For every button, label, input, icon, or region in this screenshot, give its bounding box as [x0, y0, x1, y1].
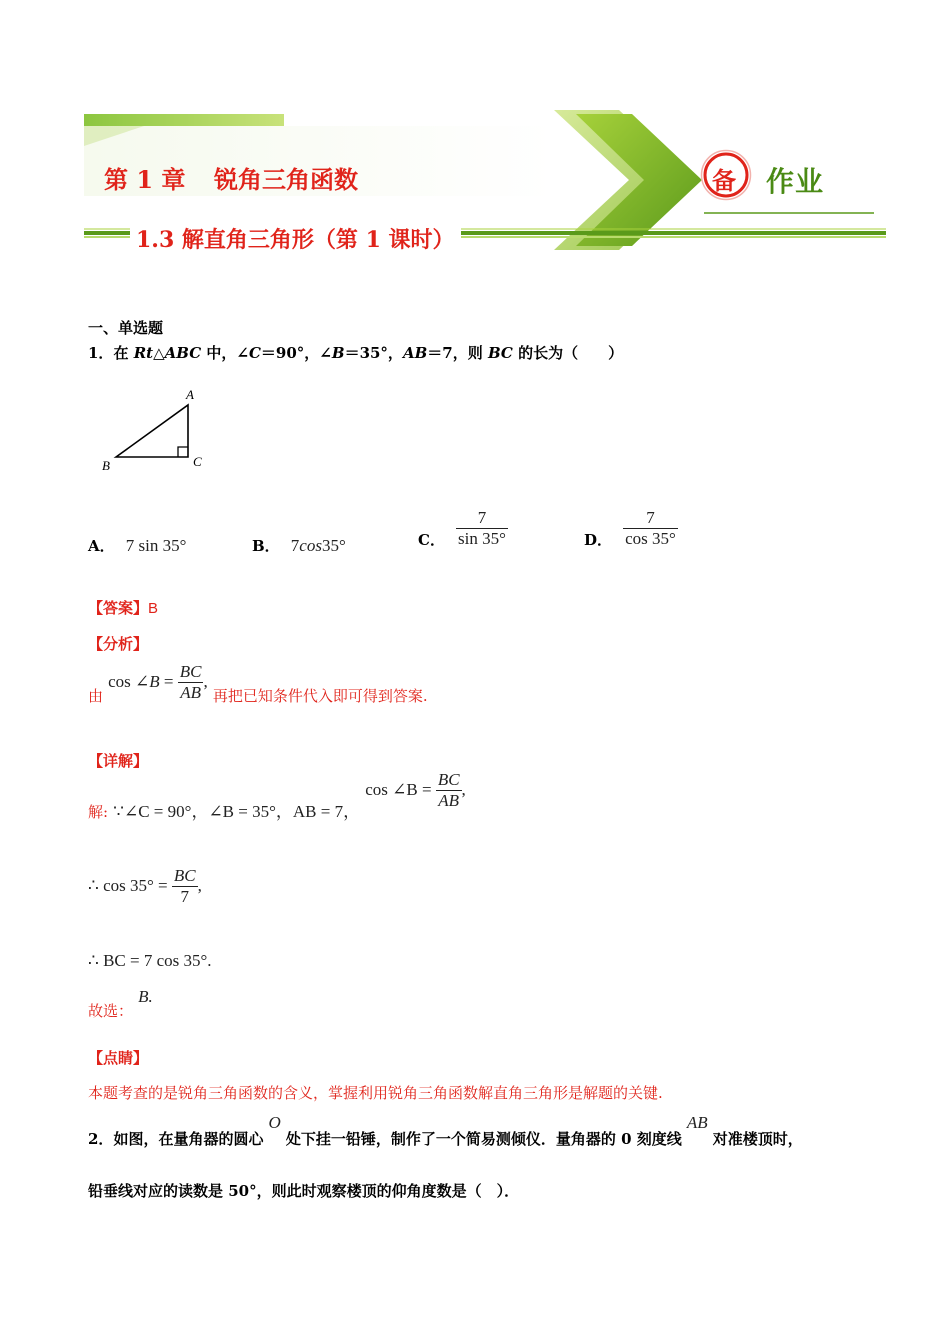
- detail-2-den: 7: [172, 886, 198, 907]
- answer-line: [88, 597, 158, 618]
- q2-o: O: [268, 1113, 281, 1132]
- detail-2-comma: ,: [197, 876, 202, 895]
- q2-line1-mid: 处下挂一铅锤，制作了一个简易测倾仪．量角器的 0 刻度线: [285, 1130, 682, 1148]
- detail-4-pre: 故选：: [88, 1002, 134, 1020]
- detail-line-4: [88, 986, 153, 1020]
- answer-value: B: [148, 600, 159, 617]
- q1-option-c[interactable]: [418, 508, 508, 549]
- option-b-pre: 7: [290, 536, 300, 555]
- option-b-cos: cos: [299, 536, 322, 555]
- badge-char: 备: [712, 167, 736, 195]
- detail-4-math: B.: [138, 987, 153, 1006]
- q2-number: 2．: [88, 1130, 114, 1148]
- detail-line-1: [88, 770, 466, 823]
- option-d-label: D．: [584, 531, 613, 549]
- q1-option-d[interactable]: [584, 508, 678, 549]
- q2-ab: AB: [686, 1113, 708, 1132]
- detail-line-2: [88, 866, 202, 907]
- right-angle-mark: [178, 447, 188, 457]
- triangle-diagram: [96, 384, 216, 476]
- q1-abc: ABC: [164, 344, 202, 362]
- label-a: A: [186, 387, 194, 402]
- chapter-number: 第 1 章: [104, 165, 186, 194]
- q1-ab-val: ＝7，则: [427, 344, 488, 362]
- analysis-b: B: [149, 672, 160, 691]
- answer-label: 【答案】: [88, 599, 149, 617]
- analysis-num: BC: [179, 662, 202, 681]
- detail-2-pre: ∴ cos 35° =: [88, 876, 172, 895]
- q1-option-b[interactable]: [252, 535, 346, 556]
- option-b-label: B．: [252, 537, 280, 555]
- q1-number: 1．: [88, 344, 114, 362]
- analysis-cos: cos ∠: [108, 672, 150, 691]
- analysis-den: AB: [178, 682, 204, 703]
- detail-1-pre: 解:: [88, 803, 109, 821]
- analysis-comma: ,: [203, 672, 208, 691]
- option-a-label: A．: [88, 537, 115, 555]
- detail-1-num: BC: [437, 770, 460, 789]
- q1-c: C: [248, 344, 261, 362]
- q2-line-2: 铅垂线对应的读数是 50°，则此时观察楼顶的仰角度数是（ ）．: [88, 1182, 520, 1200]
- detail-label: 【详解】: [88, 752, 149, 770]
- q1-stem-mid: 中，∠: [201, 344, 249, 362]
- detail-1-comma: ,: [461, 780, 466, 799]
- q2-line1-post: 对准楼顶时，: [712, 1130, 803, 1148]
- point-label: 【点睛】: [88, 1049, 149, 1067]
- header-top-bar: [84, 114, 284, 126]
- option-b-post: 35°: [321, 536, 346, 555]
- detail-1-den: AB: [436, 790, 462, 811]
- option-c-den: sin 35°: [458, 529, 506, 548]
- q1-rt: Rt△: [133, 344, 165, 362]
- q1-stem: [88, 342, 623, 363]
- q2-line1-pre: 如图，在量角器的圆心: [113, 1130, 264, 1148]
- chapter-title: 锐角三角函数: [214, 165, 358, 194]
- label-c: C: [193, 454, 202, 469]
- analysis-line: [88, 662, 428, 703]
- point-text: 本题考查的是锐角三角函数的含义，掌握利用锐角三角函数解直角三角形是解题的关键.: [88, 1084, 663, 1102]
- detail-line-3: ∴ BC = 7 cos 35°.: [88, 951, 212, 970]
- q2-line-1: [88, 1112, 803, 1148]
- q1-stem-pre: 在: [113, 344, 129, 362]
- detail-2-num: BC: [173, 866, 196, 885]
- analysis-post: 再把已知条件代入即可得到答案.: [212, 687, 428, 705]
- q1-b-val: ＝35°，: [344, 344, 403, 362]
- detail-1-cos: cos ∠B =: [365, 780, 436, 799]
- q1-bc: BC: [487, 344, 513, 362]
- option-c-num: 7: [477, 508, 487, 527]
- analysis-eq: =: [159, 672, 178, 691]
- option-d-num: 7: [646, 508, 655, 527]
- analysis-label: 【分析】: [88, 635, 149, 653]
- triangle-shape: [116, 405, 188, 457]
- lesson-title: 1.3 解直角三角形（第 1 课时）: [130, 226, 461, 254]
- option-a-math: 7 sin 35°: [125, 536, 187, 555]
- section-heading: 一、单选题: [88, 319, 164, 337]
- q1-ab: AB: [402, 344, 428, 362]
- option-d-den: cos 35°: [625, 529, 676, 548]
- analysis-pre: 由: [88, 687, 104, 705]
- header-banner: [84, 110, 886, 253]
- q1-option-a[interactable]: [88, 535, 186, 556]
- q1-b: B: [331, 344, 345, 362]
- badge-text: 作业: [766, 165, 825, 198]
- q1-stem-end: 的长为（ ）: [512, 344, 624, 362]
- detail-1-math: ∵∠C = 90°，∠B = 35°，AB = 7，: [113, 802, 361, 821]
- q1-figure: [96, 384, 216, 476]
- q1-c-val: ＝90°，∠: [260, 344, 332, 362]
- label-b: B: [102, 458, 110, 473]
- option-c-label: C．: [418, 531, 445, 549]
